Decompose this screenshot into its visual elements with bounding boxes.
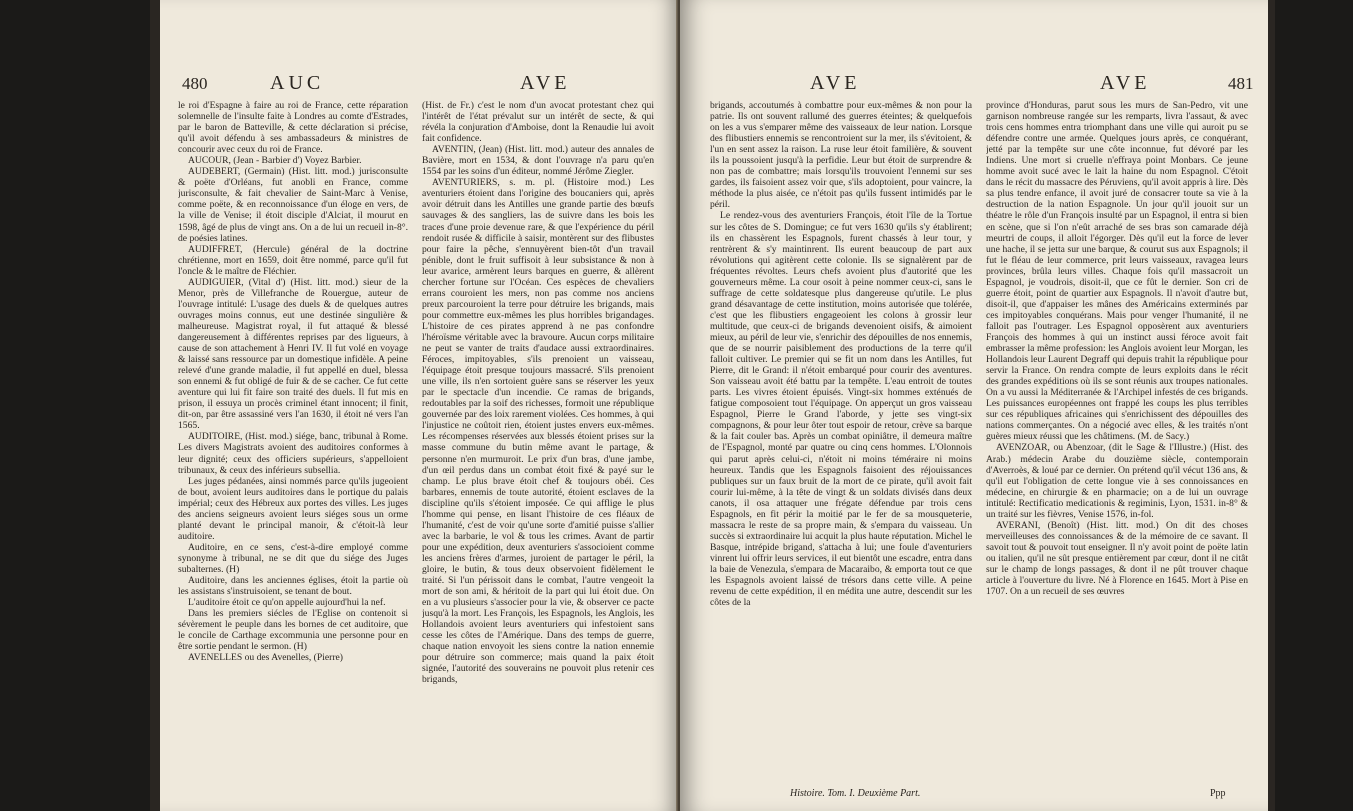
right-page-number: 481 [1228,74,1254,93]
text-paragraph: brigands, accoutumés à combattre pour eux-mêmes & non pour la patrie. Ils ont souvent rallumé des guerres éteintes; & quelquefois on les a vus s'emparer même des vaisseaux de leur nation. Lorsque des flibustiers ennemis se rencontroient sur la mer, ils s'évitoient, & l'un en sent assez la raison. La ruse leur étoit familière, & souvent ils la poussoient jusqu'à la perfidie. Leur but étoit de surprendre & non pas de combattre; mais lorsqu'ils trouvoient l'ennemi sur ses gardes, ils faisoient assez voir que, s'ils adoptoient, pour vaincre, la méthode la plus aisée, ce n'étoit pas qu'ils fussent intimidés par le péril. [710,100,972,211]
left-running-head-1: AUC [270,72,325,94]
text-paragraph: AUDITOIRE, (Hist. mod.) siége, banc, tribunal à Rome. Les divers Magistrats avoient des auditoires conformes à leur dignité; ceux des officiers supérieurs, s'appelloient tribunaux, & ceux des inférieurs subsellia. [178,431,408,476]
right-running-head-2: AVE [1100,72,1151,94]
right-column-1 [710,100,972,775]
left-column-2 [422,100,654,791]
text-paragraph: Auditoire, en ce sens, c'est-à-dire employé comme synonyme à tribunal, ne se dit que du siége des Juges subalternes. (H) [178,541,408,575]
text-paragraph: province d'Honduras, parut sous les murs de San-Pedro, vit une garnison nombreuse rangée sur les remparts, livra l'assaut, & avec trois cens hommes entra triomphant dans une ville qui auroit pu se défendre contre une armée. Quelques jours après, ce conquérant, jetté par la tempête sur une côte inconnue, fut dévoré par les Indiens. Une mort si cruelle n'effraya point Monbars. Ce jeune homme avoit sucé avec le lait la haine du nom Espagnol. C'étoit dans le récit du massacre des Péruviens, qu'il avoit appris à lire. Dès sa plus tendre enfance, il avoit juré de consacrer toute sa vie à la destruction de la nation Espagnole. Un jour qu'il jouoit sur un théatre le rôle d'un François insulté par un Espagnol, il entra si bien en scène, que si l'on n'eût arraché de ses bras son camarade déjà meurtri de coups, il alloit l'égorger. Dès qu'il eut la force de lever une hache, il se jetta sur une barque, & courut sus aux Espagnols; il fut le fléau de leur commerce, prit leurs vaisseaux, ravagea leurs provinces, brûla leurs villes. Chaque fois qu'il massacroit un Espagnol, je voudrois, disoit-il, que ce fût le dernier. Son cri de guerre étoit, point de quartier aux Espagnols. Il n'avoit d'autre but, disoit-il, que d'appaiser les mânes des Américains exterminés par ces impitoyables conquérans. Mais pour venger l'humanité, il ne falloit pas l'outrager. Les Espagnol opposèrent aux aventuriers François des hommes à qui un instinct aussi féroce avoit fait embrasser la même profession: les Anglois avoient leur Morgan, les Hollandois leur Laurent Degraff qui depuis trahit la république pour servir la France. On rendra compte de leurs exploits dans le récit des grandes expéditions où ils se sont réunis aux troupes nationales. On a vu aussi la Méditerranée & l'Archipel infestés de ces brigands. Les puissances européennes ont frappé les coups les plus terribles sur ces républiques africaines qui s'enrichissent des dépouilles des nations commerçantes. On a négocié avec elles, & les traités n'ont guères mieux réussi que les châtimens. (M. de Sacy.) [986,100,1248,443]
text-paragraph: AVERANI, (Benoît) (Hist. litt. mod.) On dit des choses merveilleuses des connoissances & de la mémoire de ce savant. Il savoit tout & pouvoit tout enseigner. Il n'y avoit point de poëte latin ou italien, qu'il ne sût presque entièrement par cœur, dont il ne citât sur le champ de longs passages, & dont il ne pût trouver chaque article à l'ouverture du livre. Né à Florence en 1645. Mort à Pise en 1707. On a un recueil de ses œuvres [986,519,1248,598]
right-running-header [680,72,1268,98]
left-running-head-2: AVE [520,72,571,94]
text-paragraph: le roi d'Espagne à faire au roi de France, cette réparation solemnelle de l'insulte faite à Londres au comte d'Estrades, par le baron de Batteville, & cette déclaration si précise, qu'il avoit défendu à ses ambassadeurs & ministres de concourir avec ceux du roi de France. [178,100,408,156]
text-paragraph: Auditoire, dans les anciennes églises, étoit la partie où les assistans s'instruisoient, se tenant de bout. [178,575,408,598]
signature-mark: Ppp [1210,788,1226,799]
text-paragraph: AVENTURIERS, s. m. pl. (Histoire mod.) Les aventuriers étoient dans l'origine des boucaniers qui, après avoir détruit dans les Antilles une grande partie des bœufs sauvages & des sangliers, las de suivre dans les bois les traces d'une proie devenue rare, & que l'expérience du péril rendoit rusée & difficile à saisir, montèrent sur des flibustes pour faire la pêche, s'ennuyèrent bien-tôt d'un travail pénible, dont le fruit suffisoit à leur subsistance & non à leur avarice, armèrent leurs barques en guerre, & allèrent chercher fortune sur l'Océan. Ces espèces de chevaliers errans couroient les mers, non pas comme nos anciens preux parcouroient la terre pour détruire les brigands, mais pour commettre eux-mêmes les plus horribles brigandages. L'histoire de ces pirates apprend à ne pas confondre l'héroïsme véritable avec la bravoure. Aucun corps militaire ne peut se vanter de traits d'audace aussi extraordinaires. Féroces, impitoyables, s'ils prenoient un vaisseau, l'équipage étoit presque toujours massacré. S'ils prenoient une ville, ils n'en sortoient guère sans se réserver les yeux par le spectacle d'un incendie. Ce ramas de brigands, redoutables par la soif des richesses, formoit une république gouvernée par des loix rarement violées. Ces hommes, à qui l'injustice ne coûtoit rien, étoient justes envers eux-mêmes. Les récompenses réservées aux blessés étoient prises sur la masse commune du butin même avant le partage, & personne n'en murmuroit. Le prix d'un bras, d'une jambe, d'un œil perdus dans un combat étoit fixé & payé sur le champ. Le plus brave étoit chef & toujours obéi. Ces barbares, ennemis de toute autorité, étoient esclaves de la discipline qu'ils s'étoient imposée. Ce qui afflige le plus l'homme qui pense, en lisant l'histoire de ces fléaux de l'humanité, c'est de voir qu'une sorte d'amitié puisse s'allier avec la barbarie, le vol & tous les crimes. Avant de partir pour une expédition, deux aventuriers s'associoient comme les anciens frères d'armes, juroient de partager le péril, la gloire, le butin, & tous deux observoient fidèlement le traité. Si l'un périssoit dans le combat, l'autre vengeoit la mort de son ami, & héritoit de la part qui lui étoit due. On en a vu plusieurs s'associer pour la vie, & observer ce pacte jusqu'à la mort. Les François, les Espagnols, les Anglois, les Hollandois avoient leurs aventuriers qui infestoient sans cesse les côtes de l'Amérique. Dans des temps de guerre, chaque nation envoyoit les siens contre la nation ennemie pour détruire son commerce; mais quand la paix étoit signée, l'autorité des souverains ne pouvoit plus retenir ces brigands, [422,177,654,686]
text-paragraph: AUDIFFRET, (Hercule) général de la doctrine chrétienne, mort en 1659, doit être nommé, parce qu'il fut l'oncle & le maître de Fléchier. [178,243,408,277]
text-paragraph: Le rendez-vous des aventuriers François, étoit l'île de la Tortue sur les côtes de S. Domingue; ce fut vers 1630 qu'ils s'y établirent; ils en chassèrent les Espagnols, furent chassés à leur tour, y rentrèrent & s'y maintinrent. Ils eurent beaucoup de part aux révolutions qui agitèrent cette colonie. Ils se signalèrent par de fréquentes révoltes. Leurs chefs avoient plus d'autorité que les gouverneurs même. La cour osoit à peine nommer ceux-ci, sans le suffrage de cette soldatesque plus dangereuse qu'utile. Le plus grand désavantage de cette institution, moins autorisée que tolérée, c'est que les flibustiers engageoient les colons à grossir leur multitude, que ceux-ci de brigands devenoient oisifs, & aimoient mieux, au péril de leur vie, s'enrichir des dépouilles de nos ennemis, que de se nourrir paisiblement des productions de la terre qu'il falloit cultiver. Le premier qui se fit un nom dans les Antilles, fut Pierre, dit le Grand: il n'étoit embarqué pour courir des aventures. Son vaisseau avoit été battu par la tempête. L'eau entroit de toutes parts. Les vivres étoient épuisés. Vingt-six hommes exténués de fatigue composoient tout l'équipage. On apperçut un gros vaisseau Espagnol, Pierre le Grand l'aborde, y jette ses vingt-six compagnons, & pour leur ôter tout espoir de retour, crève sa barque & la fait couler bas. Après un combat opiniâtre, il demeura maître de l'Espagnol, monté par quatre ou cinq cens hommes. L'Olonnois qui parut après celui-ci, n'étoit ni moins téméraire ni moins heureux. Tandis que les Espagnols faisoient des réjouissances publiques sur un faux bruit de la mort de ce pirate, qu'il avoit fait courir lui-même, à la tête de vingt & un soldats divisés dans deux canots, il osa attaquer une frégate défendue par trois cens Espagnols, en fit périr la moitié par le fer de sa mousqueterie, massacra le reste de sa propre main, & s'empara du vaisseau. Un succès si extraordinaire lui acquit la plus haute réputation. Michel le Basque, intrépide brigand, s'attacha à lui; une foule d'aventuriers vinrent lui offrir leurs services, il eut bientôt une escadre, entra dans la baie de Venezula, s'empara de Macaraibo, & emporta tout ce que les Espagnols avoient laissé de trésors dans cette ville. A peine revenu de cette expédition, il en médita une autre, descendit sur les côtes de la [710,210,972,609]
left-running-header [160,72,678,98]
text-paragraph: L'auditoire étoit ce qu'on appelle aujourd'hui la nef. [188,597,386,609]
text-paragraph: Dans les premiers siécles de l'Eglise on contenoit si sévèrement le peuple dans les bornes de cet auditoire, que le concile de Carthage excommunia une personne pour en être sortie pendant le sermon. (H) [178,608,408,653]
text-paragraph: AUDEBERT, (Germain) (Hist. litt. mod.) jurisconsulte & poëte d'Orléans, fut anobli en France, comme jurisconsulte, & fait chevalier de Saint-Marc à Venise, comme poëte, & en reconnoissance d'un éloge en vers, de la ville de Venise; il étoit disciple d'Alciat, il mourut en 1598, âgé de plus de vingt ans. On a de lui un recueil in-8°. de poésies latines. [178,166,408,244]
text-paragraph: Les juges pédanées, ainsi nommés parce qu'ils jugeoient de bout, avoient leurs auditoires dans le portique du palais impérial; ceux des Hébreux aux portes des villes. Les juges des anciens seigneurs avoient leurs siéges sous un orme planté devant le principal manoir, & c'étoit-là leur auditoire. [178,475,408,542]
left-page-number: 480 [182,74,208,93]
text-paragraph: AVENELLES ou des Avenelles, (Pierre) [188,652,343,664]
right-column-2 [986,100,1248,775]
text-paragraph: AUCOUR, (Jean - Barbier d') Voyez Barbier. [188,155,362,167]
text-paragraph: AUDIGUIER, (Vital d') (Hist. litt. mod.) sieur de la Menor, près de Villefranche de Rouergue, auteur de l'ouvrage intitulé: L'usage des duels & de quelques autres ouvrages moins connus, eut une destinée singulière & malheureuse. Magistrat royal, il fut attaqué & blessé dangereusement à différentes reprises par des ligueurs, à cause de son attachement à Henri IV. Il fut volé en voyage & laissé sans ressource par un domestique infidèle. A peine relevé d'une grande maladie, il fut appellé en duel, blessa son ennemi & fut obligé de fuir & de se cacher. Ce fut cette aventure qui lui fit faire son traité des duels. Il fut mis en prison, il essuya un procès criminel étant innocent; il finit, dit-on, par être assassiné vers l'an 1630, il étoit né vers l'an 1565. [178,276,408,432]
text-paragraph: AVENZOAR, ou Abenzoar, (dit le Sage & l'Illustre.) (Hist. des Arab.) médecin Arabe du douzième siècle, contemporain d'Averroès, & loué par ce dernier. On prétend qu'il vécut 136 ans, & qu'il eut l'obligation de cette longue vie à ses connoissances en médecine, en chirurgie & en pharmacie; on a de lui un ouvrage intitulé: Rectificatio medicationis & regiminis, Lyon, 1531. in-8° & un traité sur les fièvres, Venise 1576, in-fol. [986,442,1248,520]
left-column-1 [178,100,408,791]
left-page [160,0,680,811]
volume-footer: Histoire. Tom. I. Deuxième Part. [790,788,921,799]
right-running-head-1: AVE [810,72,861,94]
right-page [680,0,1268,811]
text-paragraph: AVENTIN, (Jean) (Hist. litt. mod.) auteur des annales de Bavière, mort en 1534, & dont l'ouvrage n'a paru qu'en 1554 par les soins d'un éditeur, nommé Jérôme Ziegler. [422,144,654,178]
text-paragraph: (Hist. de Fr.) c'est le nom d'un avocat protestant chez qui l'intérêt de l'état prévalut sur un intérêt de secte, & qui révéla la conjuration d'Amboise, dont la Renaudie lui avoit fait confidence. [422,100,654,145]
